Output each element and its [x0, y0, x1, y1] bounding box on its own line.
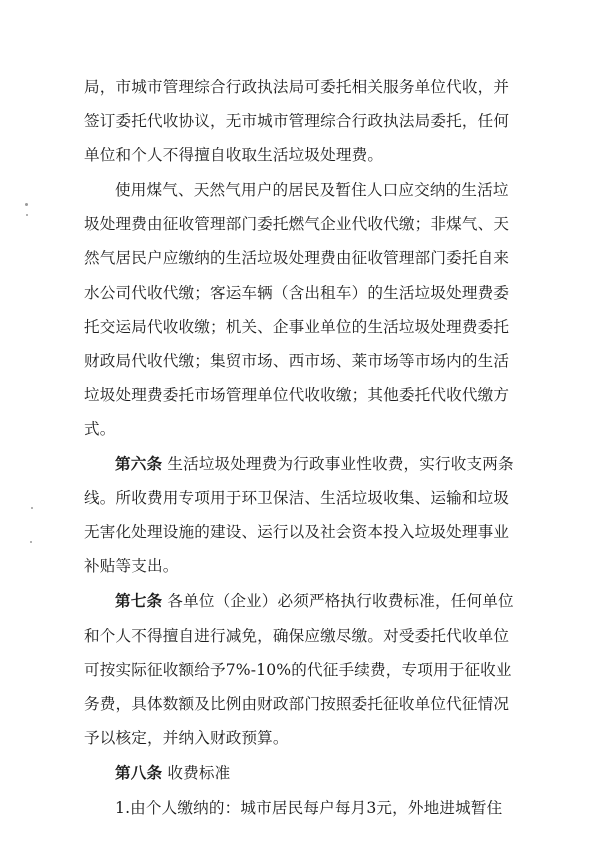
- paragraph-fee-item-1: [84, 791, 514, 825]
- paragraph-article-7: [84, 584, 514, 754]
- paragraph-text: 各单位（企业）必须严格执行收费标准，任何单位和个人不得擅自进行减免，确保应缴尽缴。对受委托代收单位可按实际征收额给予7%-10%的代征手续费，专项用于征收业务费，具体数额及比例由财政部门按照委托征收单位代征情况予以核定，并纳入财政预算。: [84, 592, 514, 747]
- paragraph-2: [84, 173, 514, 446]
- article-heading: 第六条: [115, 454, 163, 474]
- paragraph-text: 收费标准: [162, 763, 231, 782]
- article-heading: 第七条: [115, 591, 163, 611]
- scan-speck: [31, 507, 33, 509]
- paragraph-article-6: [84, 447, 514, 583]
- document-body: [84, 70, 514, 825]
- scan-speck: [30, 541, 32, 543]
- scan-speck: [25, 203, 28, 206]
- paragraph-article-8: [84, 756, 514, 790]
- paragraph-text: 1.由个人缴纳的：城市居民每户每月3元，外地进城暂住: [115, 798, 503, 817]
- paragraph-text: 局，市城市管理综合行政执法局可委托相关服务单位代收，并签订委托代收协议，无市城市管理综合行政执法局委托，任何单位和个人不得擅自收取生活垃圾处理费。: [84, 78, 510, 165]
- scan-speck: [26, 214, 28, 216]
- paragraph-text: 使用煤气、天然气用户的居民及暂住人口应交纳的生活垃圾处理费由征收管理部门委托燃气企业代收代缴；非煤气、天然气居民户应缴纳的生活垃圾处理费由征收管理部门委托自来水公司代收代缴；客运车辆（含出租车）的生活垃圾处理费委托交运局代收收缴；机关、企事业单位的生活垃圾处理费委托财政局代收代缴；集贸市场、西市场、莱市场等市场内的生活垃圾处理费委托市场管理单位代收收缴；其他委托代收代缴方式。: [84, 181, 510, 438]
- article-heading: 第八条: [115, 762, 163, 782]
- paragraph-text: 生活垃圾处理费为行政事业性收费，实行收支两条线。所收费用专项用于环卫保洁、生活垃圾收集、运输和垃圾无害化处理设施的建设、运行以及社会资本投入垃圾处理事业补贴等支出。: [84, 455, 514, 576]
- paragraph-1: [84, 70, 514, 172]
